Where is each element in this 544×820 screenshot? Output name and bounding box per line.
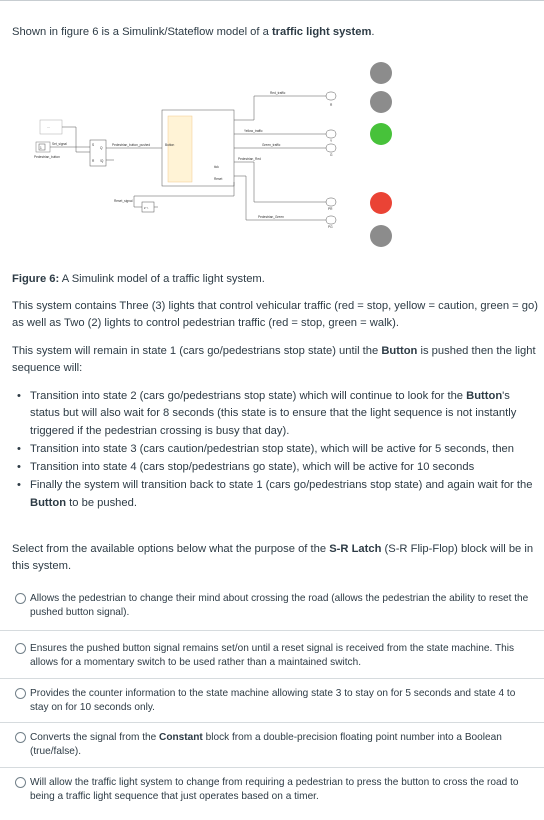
question-bold: S-R Latch bbox=[329, 543, 382, 555]
outport-y bbox=[326, 130, 336, 138]
sequence-list bbox=[12, 388, 540, 513]
caption-text: A Simulink model of a traffic light system. bbox=[59, 273, 265, 285]
option-4-a: Converts the signal from the bbox=[30, 732, 160, 743]
port-g-label: G bbox=[330, 153, 333, 157]
red-traffic-lamp bbox=[370, 62, 392, 84]
option-2-text: Ensures the pushed button signal remains set/on until a reset signal is received from the state machine. This allows for a momentary switch to be used rather than a maintained switch. bbox=[30, 643, 515, 668]
option-divider bbox=[0, 630, 544, 631]
option-5-text: Will allow the traffic light system to change from requiring a pedestrian to press the button to cross the road to being a traffic light sequence that just operates based on a timer. bbox=[30, 777, 519, 802]
chart-reset-label: Reset bbox=[214, 177, 223, 181]
const-dots-label: ... bbox=[47, 125, 50, 129]
figure-caption bbox=[12, 273, 265, 285]
reset-signal-label: Reset_signal bbox=[114, 199, 133, 203]
simulink-diagram bbox=[34, 56, 506, 256]
ped-pushed-label: Pedestrian_button_pushed bbox=[112, 143, 151, 147]
constant-dots-block bbox=[40, 120, 62, 134]
bullet-2: Transition into state 3 (cars caution/pedestrian stop state), which will be active for 5 seconds, then bbox=[30, 442, 515, 455]
sr-qbar-label: !Q bbox=[100, 159, 104, 163]
option-1-text: Allows the pedestrian to change their mind about crossing the road (allows the pedestrian the ability to reset the pushed button signal). bbox=[30, 593, 529, 618]
option-divider bbox=[0, 767, 544, 768]
top-divider bbox=[0, 0, 544, 1]
yellow-traffic-label: Yellow_traffic bbox=[244, 129, 263, 133]
radio-button[interactable] bbox=[15, 593, 26, 604]
radio-button[interactable] bbox=[15, 688, 26, 699]
outport-pg bbox=[326, 216, 336, 224]
port-y-label: Y bbox=[330, 139, 333, 143]
const-value-label: 1 bbox=[40, 146, 42, 150]
button-label: Button bbox=[165, 143, 175, 147]
option-divider bbox=[0, 678, 544, 679]
sequence-intro-a: This system will remain in state 1 (cars go/pedestrians stop state) until the bbox=[12, 345, 382, 357]
list-item bbox=[12, 459, 540, 476]
bullet-4-b: to be pushed. bbox=[66, 496, 137, 509]
set-signal-label: Set_signal bbox=[52, 142, 67, 146]
sr-q-label: Q bbox=[100, 146, 103, 150]
bullet-4-a: Finally the system will transition back to state 1 (cars go/pedestrians stop state) and again wait for the bbox=[30, 479, 533, 492]
bullet-1-a: Transition into state 2 (cars go/pedestrians stop state) which will continue to look for the bbox=[30, 390, 467, 402]
delay-label: z⁻¹ bbox=[144, 206, 149, 210]
radio-button[interactable] bbox=[15, 777, 26, 788]
option-4-bold: Constant bbox=[159, 732, 203, 743]
radio-button[interactable] bbox=[15, 643, 26, 654]
question-b: (S-R Flip-Flop) block will be in this system. bbox=[12, 543, 534, 572]
list-item bbox=[12, 477, 540, 512]
intro-text bbox=[12, 26, 375, 38]
chart-tick-label: tick bbox=[214, 165, 219, 169]
question-a: Select from the available options below what the purpose of the bbox=[12, 543, 330, 555]
option-4-b: block from a double-precision floating point number into a Boolean (true/false). bbox=[30, 732, 502, 757]
list-item bbox=[12, 441, 540, 458]
outport-r bbox=[326, 92, 336, 100]
port-pg-label: PG bbox=[328, 225, 333, 229]
ped-green-label: Pedestrian_Green bbox=[258, 215, 284, 219]
option-3-text: Provides the counter information to the state machine allowing state 3 to stay on for 5 seconds and state 4 to stay on for 10 seconds only. bbox=[30, 688, 516, 713]
port-pr-label: PR bbox=[328, 207, 333, 211]
outport-g bbox=[326, 144, 336, 152]
system-description: This system contains Three (3) lights that control vehicular traffic (red = stop, yellow = caution, green = go) as well as Two (2) lights to control pedestrian traffic (red = stop, green = walk). bbox=[12, 300, 538, 329]
question-text bbox=[12, 541, 540, 575]
red-traffic-label: Red_traffic bbox=[270, 91, 286, 95]
outport-pr bbox=[326, 198, 336, 206]
intro-prefix: Shown in figure 6 is a Simulink/Stateflow model of a bbox=[12, 26, 272, 38]
option-divider bbox=[0, 722, 544, 723]
pedestrian-green-lamp bbox=[370, 225, 392, 247]
port-r-label: R bbox=[330, 103, 333, 107]
yellow-traffic-lamp bbox=[370, 91, 392, 113]
caption-bold: Figure 6: bbox=[12, 273, 60, 285]
sequence-intro bbox=[12, 343, 540, 377]
intro-suffix: . bbox=[371, 26, 375, 38]
sr-r-label: R bbox=[92, 159, 95, 163]
bullet-1-b: 's status but will also wait for 8 seconds (this state is to ensure that the light sequence is not instantly triggered if the pedestrian crossing is busy that day). bbox=[30, 390, 517, 437]
pedestrian-button-label: Pedestrian_button bbox=[34, 155, 60, 159]
pedestrian-red-lamp bbox=[370, 192, 392, 214]
sequence-intro-bold: Button bbox=[381, 345, 418, 357]
bullet-3: Transition into state 4 (cars stop/pedestrians go state), which will be active for 10 seconds bbox=[30, 461, 475, 474]
sr-s-label: S bbox=[92, 143, 95, 147]
sequence-intro-b: is pushed then the light sequence will: bbox=[12, 345, 536, 374]
intro-bold: traffic light system bbox=[271, 26, 372, 38]
bullet-4-bold: Button bbox=[30, 496, 67, 509]
ped-red-label: Pedestrian_Red bbox=[238, 157, 261, 161]
bullet-1-bold: Button bbox=[466, 390, 503, 402]
green-traffic-label: Green_traffic bbox=[262, 143, 281, 147]
radio-button[interactable] bbox=[15, 732, 26, 743]
option-4-text bbox=[30, 731, 536, 759]
list-item bbox=[12, 388, 540, 440]
green-traffic-lamp bbox=[370, 123, 392, 145]
